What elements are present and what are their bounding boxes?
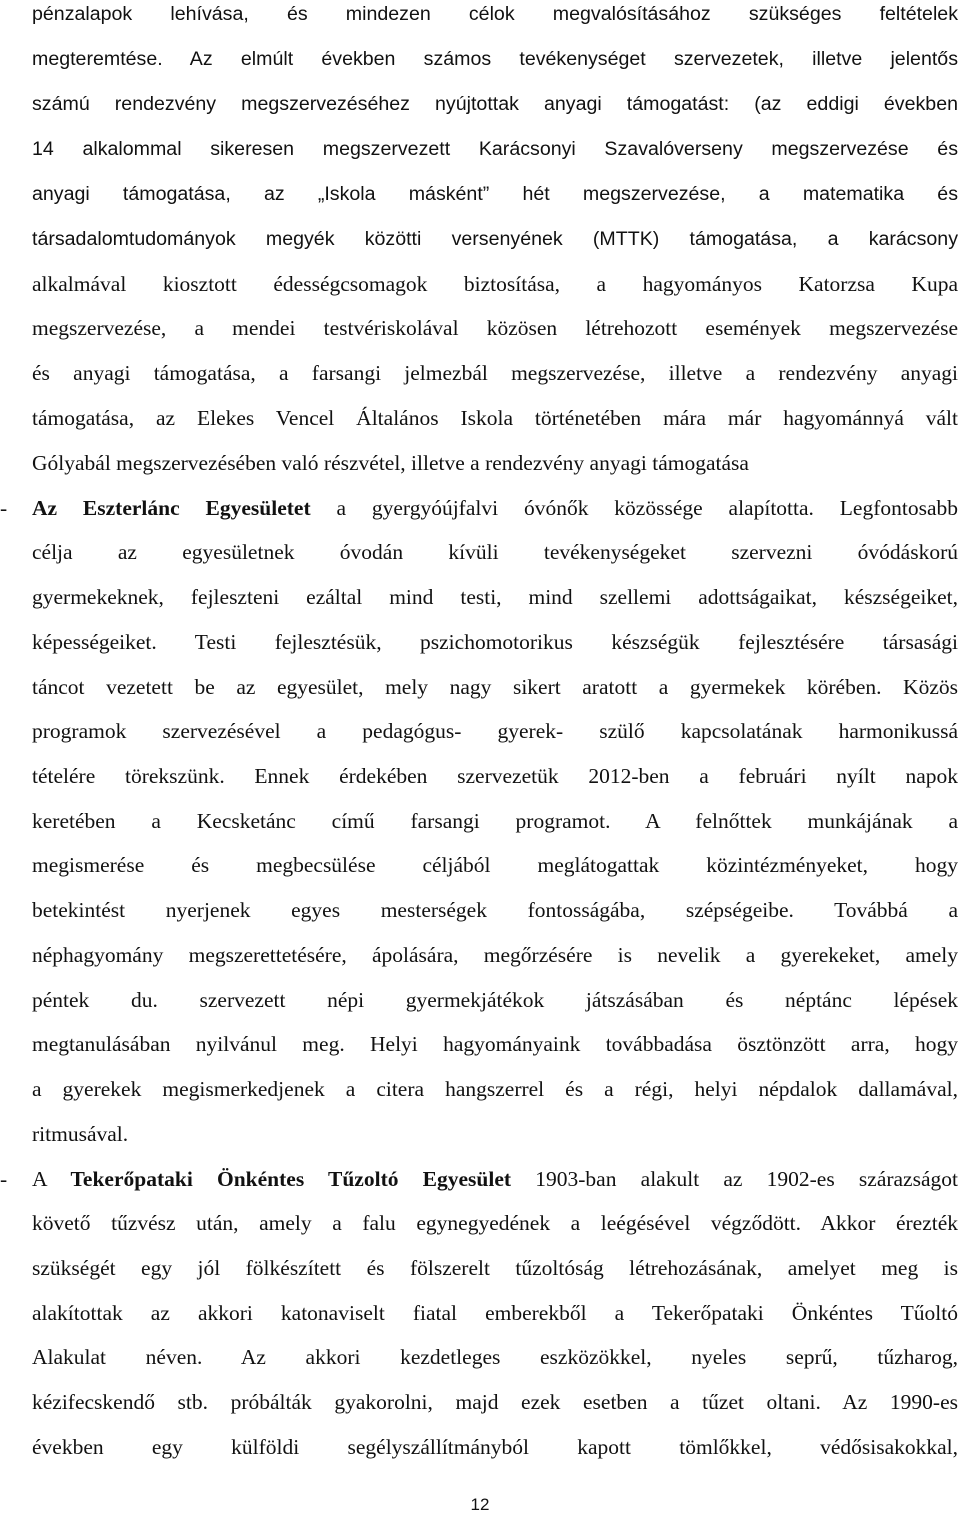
text-line: képességeiket. Testi fejlesztésük, pszichomotorikus készségük fejlesztésére társasági — [32, 630, 958, 654]
text-line: 14 alkalommal sikeresen megszervezett Karácsonyi Szavalóverseny megszervezése és — [32, 138, 958, 160]
text-line: programok szervezésével a pedagógus- gyerek- szülő kapcsolatának harmonikussá — [32, 719, 958, 743]
text-line: a gyerekek megismerkedjenek a citera hangszerrel és a régi, helyi népdalok dallamával, — [32, 1077, 958, 1101]
bullet-dash: - — [0, 1167, 8, 1191]
text-line: megszervezése, a mendei testvériskolával közösen létrehozott események megszervezése — [32, 316, 958, 340]
text-line: megismerése és megbecsülése céljából meglátogattak közintézményeket, hogy — [32, 853, 958, 877]
text-line: Gólyabál megszervezésében való részvétel, illetve a rendezvény anyagi támogatása — [32, 451, 749, 475]
text-span: 1903-ban alakult az 1902-es szárazságot — [511, 1167, 958, 1191]
text-line: követő tűzvész után, amely a falu egynegyedének a leégésével végződött. Akkor érezték — [32, 1211, 958, 1235]
text-line: néphagyomány megszerettetésére, ápolására, megőrzésére is nevelik a gyerekeket, amely — [32, 943, 958, 967]
text-span: A — [32, 1167, 71, 1191]
organization-name: Az Eszterlánc Egyesületet — [32, 496, 311, 520]
bullet-line-eszterlanc — [32, 493, 958, 523]
text-line: alkalmával kiosztott édességcsomagok biztosítása, a hagyományos Katorzsa Kupa — [32, 272, 958, 296]
text-line: keretében a Kecsketánc című farsangi programot. A felnőttek munkájának a — [32, 809, 958, 833]
text-line: és anyagi támogatása, a farsangi jelmezbál megszervezése, illetve a rendezvény anyagi — [32, 361, 958, 385]
text-line: gyermekeknek, fejleszteni ezáltal mind testi, mind szellemi adottságaikat, készségeiket, — [32, 585, 958, 609]
bullet-dash: - — [0, 496, 8, 520]
text-line: péntek du. szervezett népi gyermekjátékok játszásában és néptánc lépések — [32, 988, 958, 1012]
text-line: években egy külföldi segélyszállítmányból kapott tömlőkkel, védősisakokkal, — [32, 1435, 958, 1459]
text-line: pénzalapok lehívása, és mindezen célok megvalósításához szükséges feltételek — [32, 3, 958, 25]
text-line: betekintést nyerjenek egyes mesterségek fontosságába, szépségeibe. Továbbá a — [32, 898, 958, 922]
text-line: megtanulásában nyilvánul meg. Helyi hagyományaink továbbadása ösztönzött arra, hogy — [32, 1032, 958, 1056]
text-line: célja az egyesületnek óvodán kívüli tevékenységeket szervezni óvódáskorú — [32, 540, 958, 564]
text-span: a gyergyóújfalvi óvónők közössége alapította. Legfontosabb — [310, 496, 958, 520]
text-line: szükségét egy jól fölkészített és fölszerelt tűzoltóság létrehozásának, amelyet meg is — [32, 1256, 958, 1280]
page-number: 12 — [470, 1495, 490, 1514]
text-line: megteremtése. Az elmúlt években számos tevékenységet szervezetek, illetve jelentős — [32, 48, 958, 70]
text-line: táncot vezetett be az egyesület, mely nagy sikert aratott a gyermekek körében. Közös — [32, 675, 958, 699]
organization-name: Tekerőpataki Önkéntes Tűzoltó Egyesület — [70, 1167, 512, 1191]
text-line: számú rendezvény megszervezéséhez nyújtottak anyagi támogatást: (az eddigi években — [32, 93, 958, 115]
text-line: anyagi támogatása, az „Iskola másként” hét megszervezése, a matematika és — [32, 183, 958, 205]
text-line: társadalomtudományok megyék közötti versenyének (MTTK) támogatása, a karácsony — [32, 228, 958, 250]
text-line: támogatása, az Elekes Vencel Általános Iskola történetében mára már hagyománnyá vált — [32, 406, 958, 430]
text-line: alakítottak az akkori katonaviselt fiatal emberekből a Tekerőpataki Önkéntes Tűoltó — [32, 1301, 958, 1325]
text-line: ritmusával. — [32, 1122, 129, 1146]
text-line: Alakulat néven. Az akkori kezdetleges eszközökkel, nyeles seprű, tűzharog, — [32, 1345, 958, 1369]
text-line: tételére törekszünk. Ennek érdekében szervezetük 2012-ben a februári nyílt napok — [32, 764, 958, 788]
bullet-line-tuzolto — [32, 1164, 958, 1194]
text-line: kézifecskendő stb. próbálták gyakorolni, majd ezek esetben a tűzet oltani. Az 1990-es — [32, 1390, 958, 1414]
